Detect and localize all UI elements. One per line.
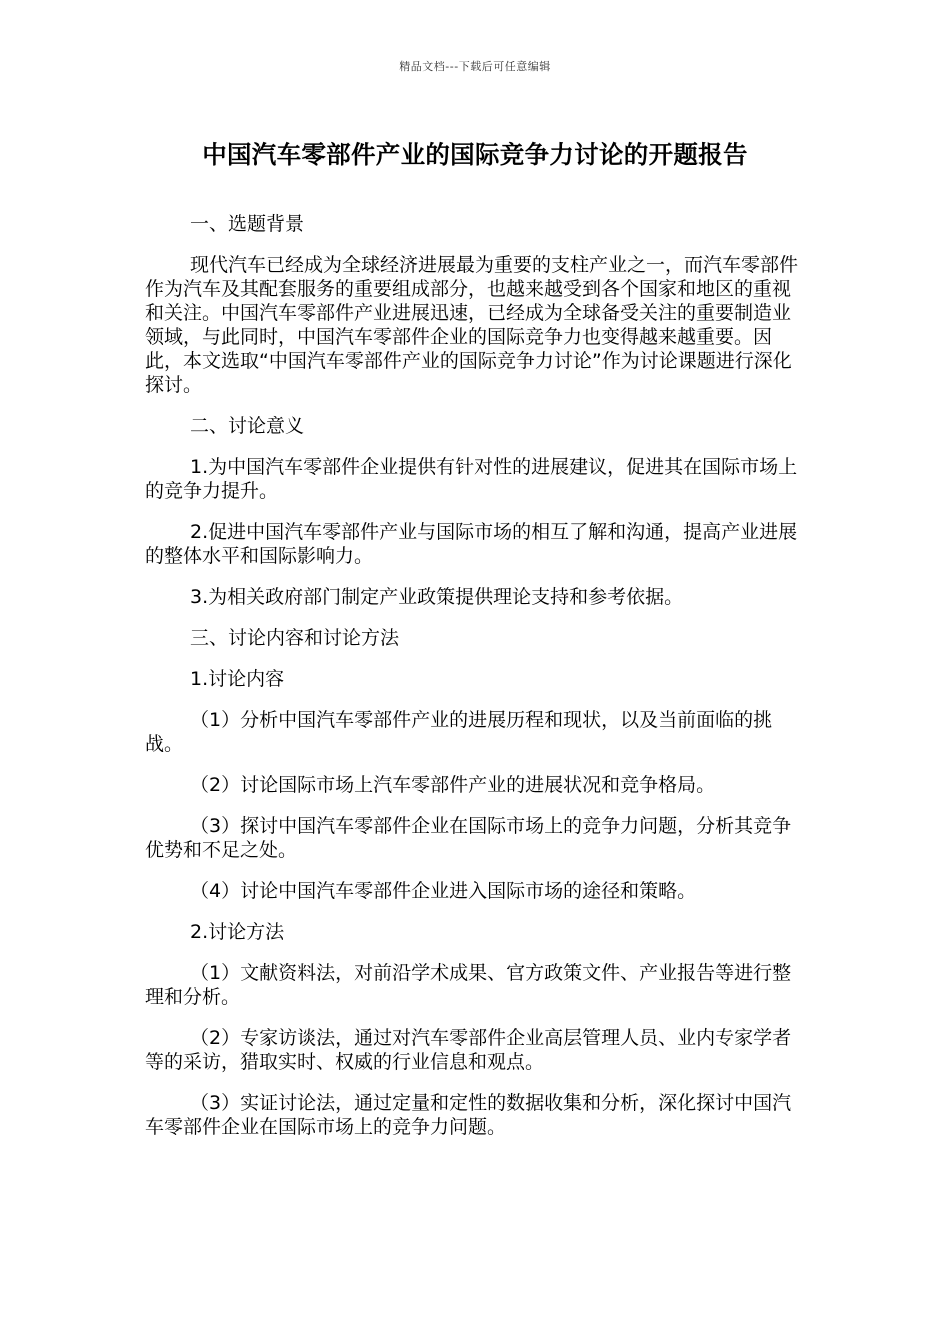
subheading-methods: 2.讨论方法 xyxy=(190,921,285,943)
paragraph-background: 现代汽车已经成为全球经济进展最为重要的支柱产业之一，而汽车零部件作为汽车及其配套服务的重要组成部分，也越来越受到各个国家和地区的重视和关注。中国汽车零部件产业进展迅速，已经成为全球备受关注的重要制造业领域，与此同时，中国汽车零部件企业的国际竞争力也变得越来越重要。因此，本文选取“中国汽车零部件产业的国际竞争力讨论”作为讨论课题进行深化探讨。 xyxy=(145,254,799,396)
list-item-method-2: （2）专家访谈法，通过对汽车零部件企业高层管理人员、业内专家学者等的采访，猎取实时、权威的行业信息和观点。 xyxy=(145,1027,792,1073)
list-item-method-3: （3）实证讨论法，通过定量和定性的数据收集和分析，深化探讨中国汽车零部件企业在国际市场上的竞争力问题。 xyxy=(145,1092,792,1138)
subheading-content: 1.讨论内容 xyxy=(190,668,285,690)
section-heading-background: 一、选题背景 xyxy=(190,213,305,235)
document-title: 中国汽车零部件产业的国际竞争力讨论的开题报告 xyxy=(202,140,748,169)
page-header-note: 精品文档---下载后可任意编辑 xyxy=(399,60,551,73)
list-item-content-4: （4）讨论中国汽车零部件企业进入国际市场的途径和策略。 xyxy=(190,880,697,902)
list-item-method-1: （1）文献资料法，对前沿学术成果、官方政策文件、产业报告等进行整理和分析。 xyxy=(145,962,792,1008)
list-item-significance-3: 3.为相关政府部门制定产业政策提供理论支持和参考依据。 xyxy=(190,586,684,608)
list-item-content-3: （3）探讨中国汽车零部件企业在国际市场上的竞争力问题，分析其竞争优势和不足之处。 xyxy=(145,815,792,861)
document-body xyxy=(145,212,805,1156)
list-item-significance-2: 2.促进中国汽车零部件产业与国际市场的相互了解和沟通，提高产业进展的整体水平和国际影响力。 xyxy=(145,521,798,567)
list-item-content-1: （1）分析中国汽车零部件产业的进展历程和现状，以及当前面临的挑战。 xyxy=(145,709,773,755)
list-item-significance-1: 1.为中国汽车零部件企业提供有针对性的进展建议，促进其在国际市场上的竞争力提升。 xyxy=(145,456,798,502)
section-heading-significance: 二、讨论意义 xyxy=(190,415,305,437)
list-item-content-2: （2）讨论国际市场上汽车零部件产业的进展状况和竞争格局。 xyxy=(190,774,716,796)
section-heading-content-methods: 三、讨论内容和讨论方法 xyxy=(190,627,400,649)
